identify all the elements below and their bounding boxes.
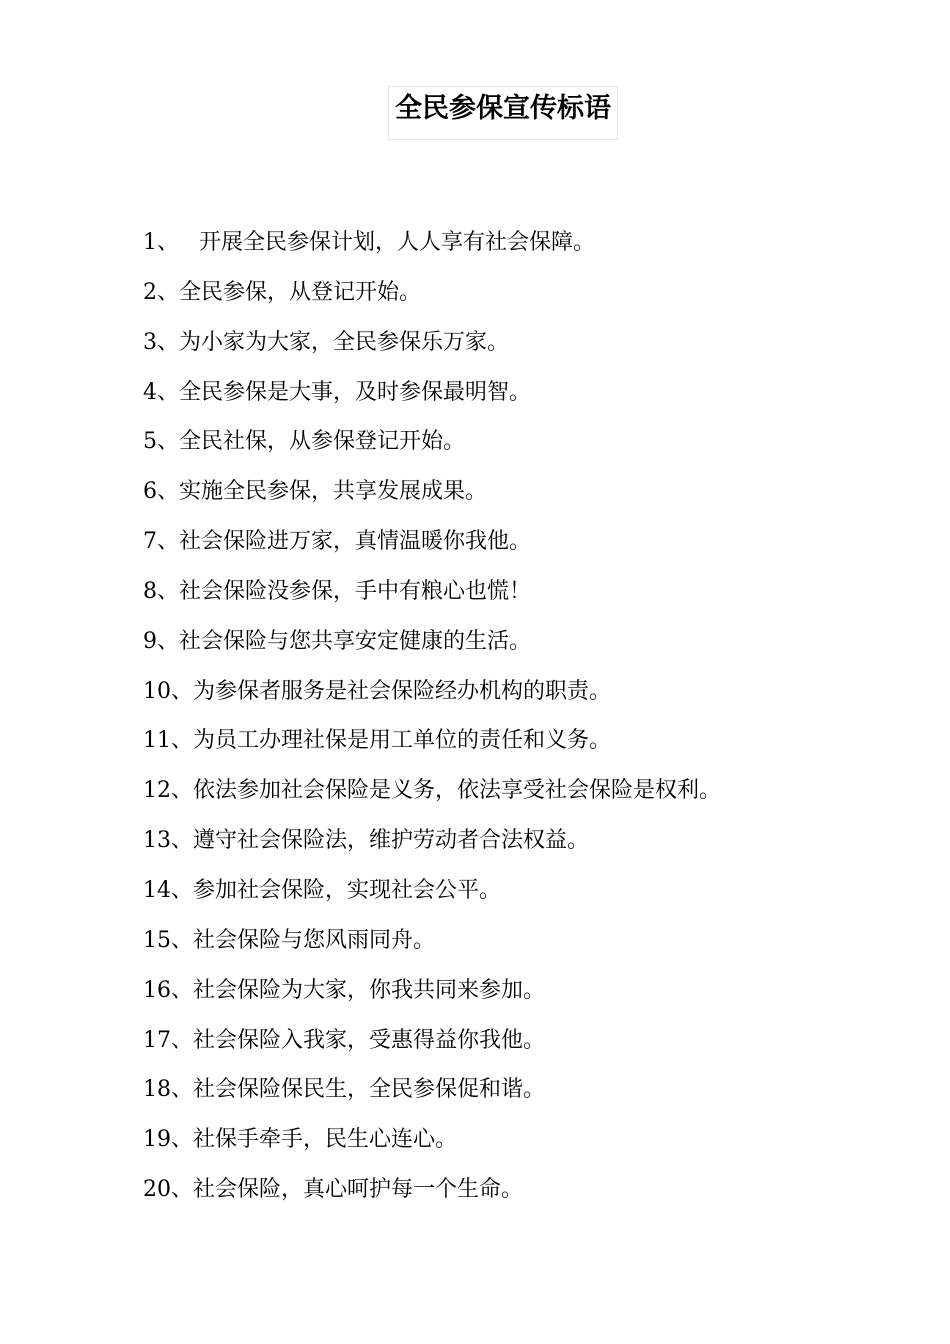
slogan-item [143, 421, 843, 471]
slogan-number: 17、 [143, 1027, 193, 1053]
slogan-text: 社会保险进万家，真情温暖你我他。 [179, 529, 532, 555]
slogan-number: 15、 [143, 927, 193, 953]
slogan-number: 1、 [143, 230, 179, 255]
slogan-number: 12、 [143, 778, 193, 804]
slogan-list [143, 222, 843, 1219]
slogan-item [143, 272, 843, 322]
slogan-number: 16、 [143, 977, 193, 1003]
slogan-item [143, 770, 843, 820]
slogan-text: 社会保险与您共享安定健康的生活。 [179, 628, 532, 654]
slogan-item [143, 571, 843, 621]
slogan-text: 全民社保，从参保登记开始。 [179, 429, 466, 455]
slogan-number: 6、 [143, 479, 179, 505]
slogan-text: 社会保险没参保，手中有粮心也慌！ [179, 578, 532, 604]
slogan-text: 为参保者服务是社会保险经办机构的职责。 [193, 678, 612, 704]
slogan-item [143, 322, 843, 372]
slogan-item [143, 1020, 843, 1070]
slogan-item [143, 970, 843, 1020]
slogan-number: 8、 [143, 578, 179, 604]
slogan-number: 14、 [143, 877, 193, 903]
slogan-number: 11、 [143, 728, 193, 754]
slogan-item [143, 621, 843, 671]
slogan-item [143, 720, 843, 770]
slogan-number: 13、 [143, 828, 193, 854]
slogan-number: 19、 [143, 1127, 193, 1153]
slogan-text: 全民参保，从登记开始。 [179, 279, 422, 305]
slogan-text: 遵守社会保险法，维护劳动者合法权益。 [193, 828, 590, 854]
slogan-text: 社会保险，真心呵护每一个生命。 [193, 1177, 524, 1203]
slogan-number: 4、 [143, 379, 179, 405]
slogan-item [143, 920, 843, 970]
slogan-number: 9、 [143, 628, 179, 654]
slogan-number: 20、 [143, 1177, 193, 1203]
slogan-item [143, 671, 843, 721]
slogan-number: 18、 [143, 1077, 193, 1103]
slogan-text: 实施全民参保，共享发展成果。 [179, 479, 488, 505]
slogan-number: 3、 [143, 329, 179, 355]
slogan-item [143, 1169, 843, 1219]
slogan-item [143, 372, 843, 422]
slogan-item [143, 1069, 843, 1119]
slogan-text: 社保手牵手，民生心连心。 [193, 1127, 458, 1153]
slogan-number: 10、 [143, 678, 193, 704]
slogan-text: 社会保险为大家，你我共同来参加。 [193, 977, 546, 1003]
slogan-number: 5、 [143, 429, 179, 455]
slogan-text: 社会保险入我家，受惠得益你我他。 [193, 1027, 546, 1053]
slogan-number: 7、 [143, 529, 179, 555]
title-box [388, 86, 618, 140]
slogan-item [143, 820, 843, 870]
slogan-text: 社会保险保民生，全民参保促和谐。 [193, 1077, 546, 1103]
slogan-item [143, 521, 843, 571]
slogan-item [143, 222, 843, 272]
slogan-text: 依法参加社会保险是义务，依法享受社会保险是权利。 [193, 778, 722, 804]
page-title: 全民参保宣传标语 [395, 93, 611, 124]
slogan-text: 开展全民参保计划，人人享有社会保障。 [199, 230, 596, 255]
slogan-text: 为小家为大家，全民参保乐万家。 [179, 329, 510, 355]
slogan-item [143, 870, 843, 920]
slogan-number: 2、 [143, 279, 179, 305]
slogan-text: 全民参保是大事，及时参保最明智。 [179, 379, 532, 405]
slogan-text: 参加社会保险，实现社会公平。 [193, 877, 502, 903]
slogan-item [143, 1119, 843, 1169]
slogan-text: 为员工办理社保是用工单位的责任和义务。 [193, 728, 612, 754]
slogan-item [143, 471, 843, 521]
slogan-text: 社会保险与您风雨同舟。 [193, 927, 436, 953]
